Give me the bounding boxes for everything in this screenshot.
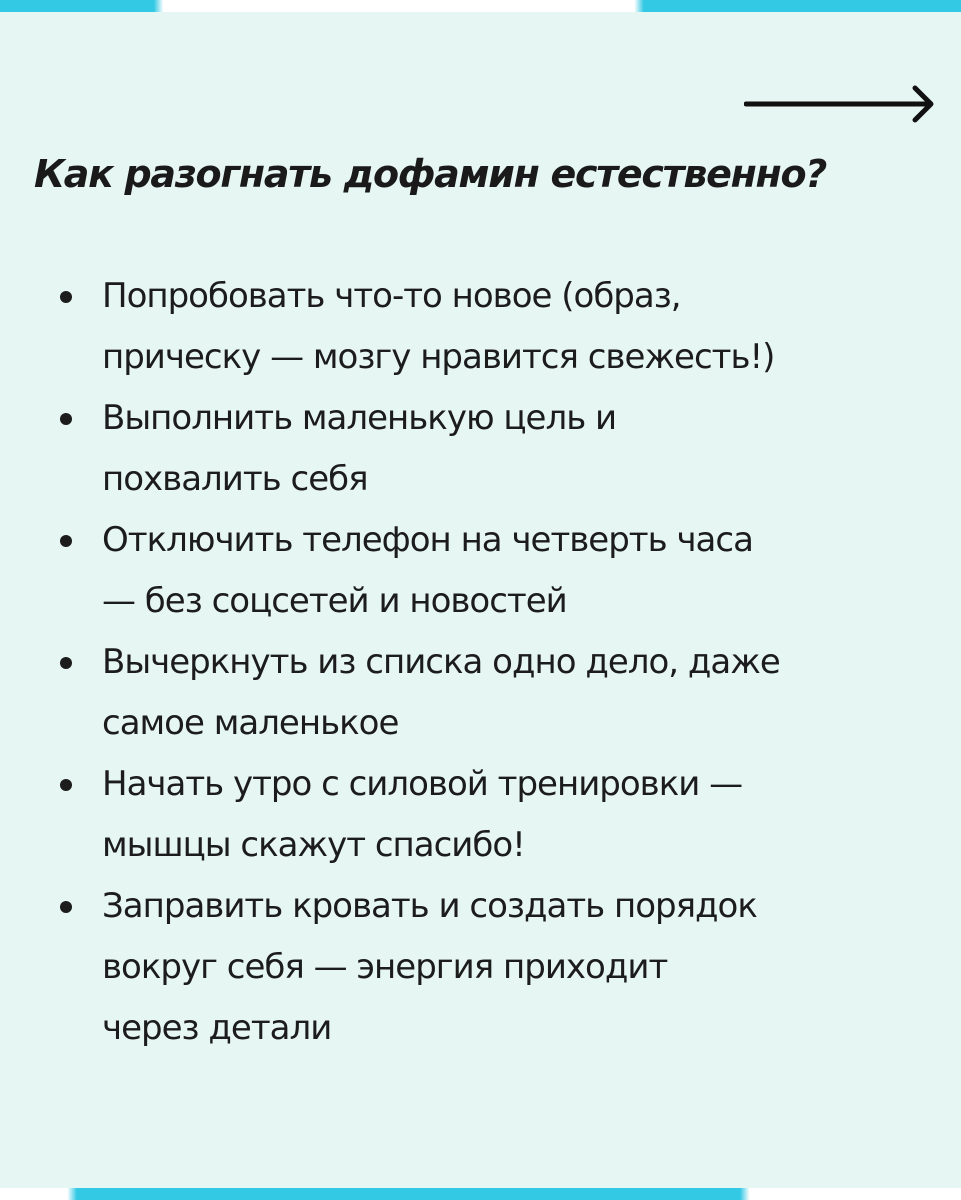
tips-list [54, 266, 934, 1059]
bullet-icon [60, 535, 72, 547]
tip-line: Попробовать что-то новое (образ, [102, 276, 681, 316]
tip-line: Начать утро с силовой тренировки — [102, 764, 743, 804]
bullet-icon [60, 291, 72, 303]
tip-item [54, 266, 934, 388]
bullet-icon [60, 657, 72, 669]
tip-item [54, 388, 934, 510]
tip-item [54, 876, 934, 1059]
tip-line: через детали [102, 1008, 332, 1048]
tip-line: вокруг себя — энергия приходит [102, 947, 668, 987]
tip-line: прическу — мозгу нравится свежесть!) [102, 337, 775, 377]
bullet-icon [60, 901, 72, 913]
bottom-accent-bar [0, 1188, 961, 1200]
heading: Как разогнать дофамин естественно? [34, 152, 827, 196]
bullet-icon [60, 779, 72, 791]
tip-line: Заправить кровать и создать порядок [102, 886, 757, 926]
tip-line: Отключить телефон на четверть часа [102, 520, 753, 560]
tip-item [54, 754, 934, 876]
tip-line: Вычеркнуть из списка одно дело, даже [102, 642, 780, 682]
arrow-right-icon[interactable] [744, 84, 936, 124]
tip-item [54, 510, 934, 632]
tip-line: мышцы скажут спасибо! [102, 825, 525, 865]
tip-line: самое маленькое [102, 703, 399, 743]
bullet-icon [60, 413, 72, 425]
tip-line: Выполнить маленькую цель и [102, 398, 617, 438]
top-accent-bar [0, 0, 961, 12]
tip-line: похвалить себя [102, 459, 368, 499]
tip-item [54, 632, 934, 754]
tip-line: — без соцсетей и новостей [102, 581, 567, 621]
